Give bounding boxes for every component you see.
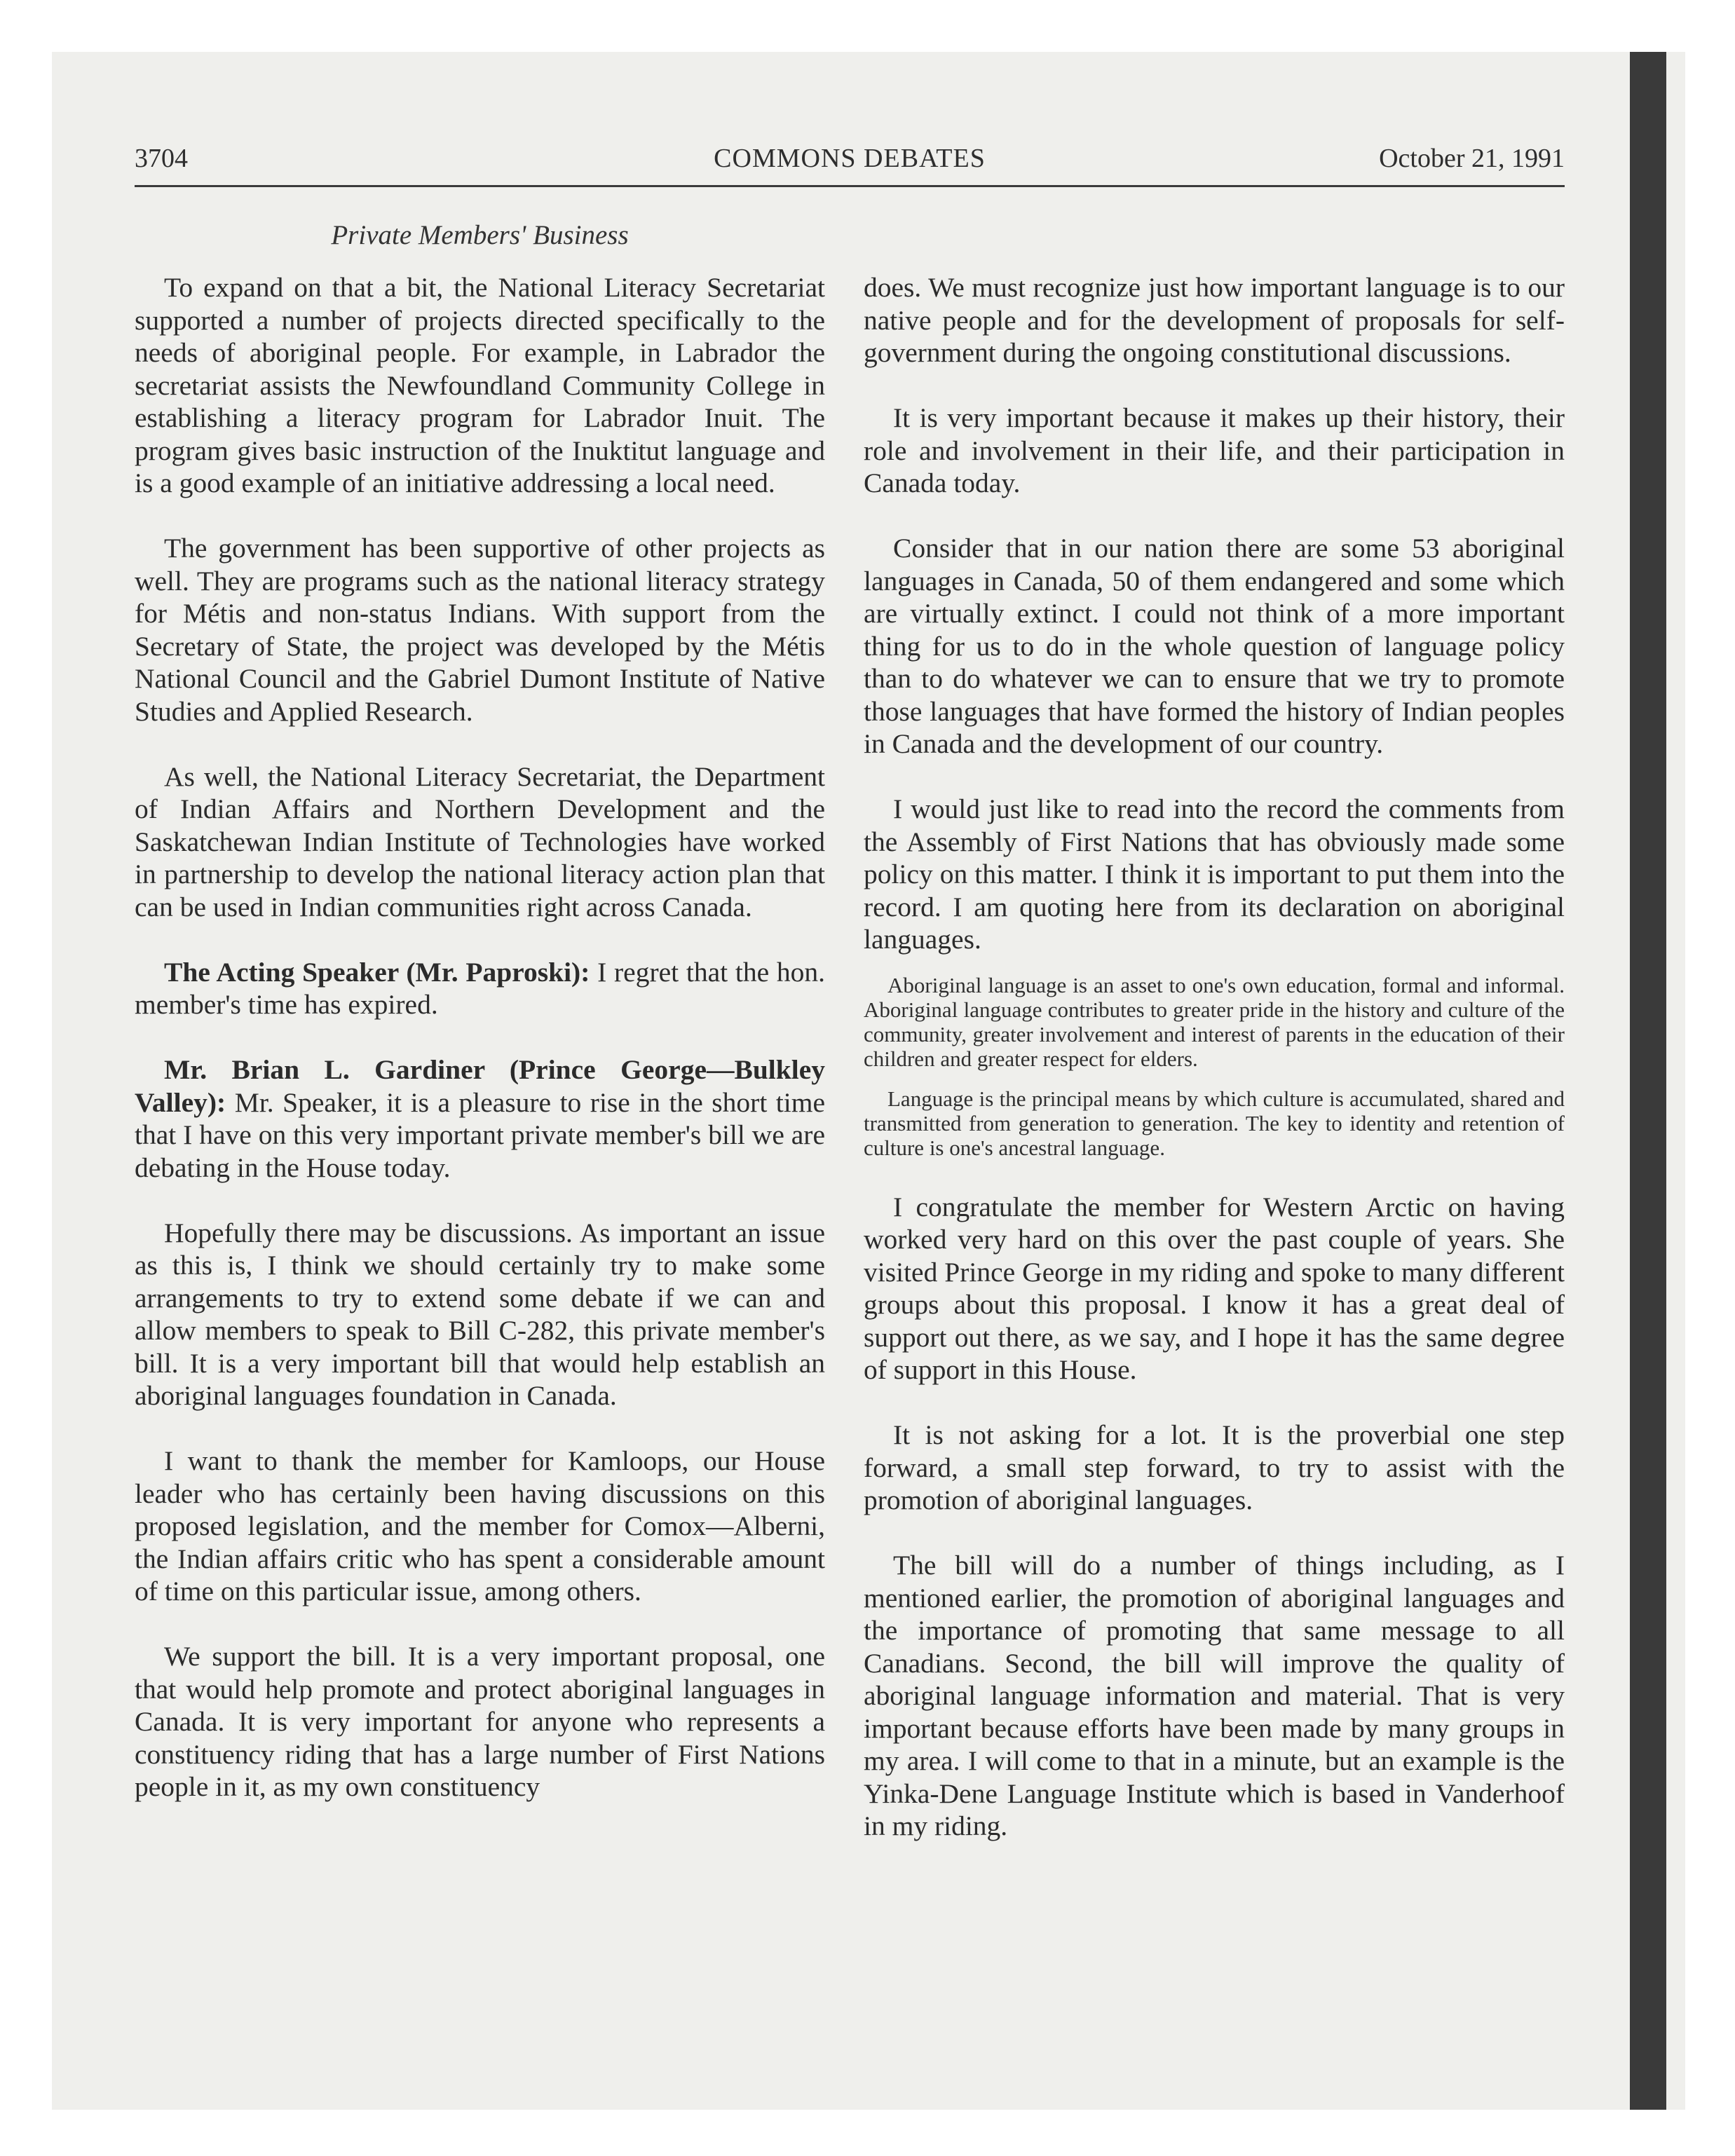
page-number: 3704 (135, 144, 188, 173)
block-quote: Aboriginal language is an asset to one's own education, formal and informal. Aboriginal language contributes to greater pride in the history and culture of the community, greater involvement and interest of parents in the education of their children and greater respect for elders. (864, 972, 1565, 1071)
paragraph: To expand on that a bit, the National Literacy Secretariat supported a number of projects directed specifically to the needs of aboriginal people. For example, in Labrador the secretariat assists the Newfoundland Community College in establishing a literacy program for Labrador Inuit. The program gives basic instruction of the Inuktitut language and is a good example of an initiative addressing a local need. (135, 272, 825, 498)
section-label: Private Members' Business (331, 220, 629, 250)
speaker-text: I regret that the hon. member's time has expired. (135, 956, 825, 1020)
speaker-paragraph (135, 956, 825, 1021)
journal-title: COMMONS DEBATES (714, 144, 986, 173)
block-quote: Language is the principal means by which culture is accumulated, shared and transmitted from generation to generation. The key to identity and retention of culture is one's ancestral language. (864, 1086, 1565, 1160)
paragraph: The government has been supportive of other projects as well. They are programs such as the national literacy strategy for Métis and non-status Indians. With support from the Secretary of State, the project was developed by the Métis National Council and the Gabriel Dumont Institute of Native Studies and Applied Research. (135, 533, 825, 727)
header-rule (135, 185, 1565, 187)
paragraph: We support the bill. It is a very important proposal, one that would help promote and protect aboriginal languages in Canada. It is very important for anyone who represents a constituency riding that has a large number of First Nations people in it, as my own constituency (135, 1641, 825, 1802)
paragraph: I congratulate the member for Western Arctic on having worked very hard on this over the past couple of years. She visited Prince George in my riding and spoke to many different groups about this proposal. I know it has a great deal of support out there, as we say, and I hope it has the same degree of support in this House. (864, 1191, 1565, 1385)
paragraph: Consider that in our nation there are some 53 aboriginal languages in Canada, 50 of them endangered and some which are virtually extinct. I could not think of a more important thing for us to do in the whole question of language policy than to do whatever we can to ensure that we try to promote those languages that have formed the history of Indian peoples in Canada and the development of our country. (864, 533, 1565, 759)
left-column (135, 271, 825, 1836)
continued-paragraph: does. We must recognize just how important language is to our native people and for the development of proposals for self-government during the ongoing constitutional discussions. (864, 272, 1565, 368)
page-header (135, 143, 1565, 185)
paragraph: It is very important because it makes up their history, their role and involvement in their life, and their participation in Canada today. (864, 402, 1565, 498)
speaker-name: Mr. Brian L. Gardiner (Prince George—Bulkley Valley): (135, 1054, 825, 1118)
speaker-text: Mr. Speaker, it is a pleasure to rise in the short time that I have on this very important private member's bill we are debating in the House today. (135, 1086, 825, 1183)
paragraph: I would just like to read into the record the comments from the Assembly of First Nations that has obviously made some policy on this matter. I think it is important to put them into the record. I am quoting here from its declaration on aboriginal languages. (864, 793, 1565, 955)
paragraph: Hopefully there may be discussions. As important an issue as this is, I think we should certainly try to make some arrangements to try to extend some debate if we can and allow members to speak to Bill C-282, this private member's bill. It is a very important bill that would help establish an aboriginal languages foundation in Canada. (135, 1217, 825, 1411)
speaker-name: The Acting Speaker (Mr. Paproski): (164, 956, 590, 988)
paragraph: The bill will do a number of things including, as I mentioned earlier, the promotion of aboriginal languages and the importance of promoting that same message to all Canadians. Second, the bill will improve the quality of aboriginal language information and material. That is very important because efforts have been made by many groups in my area. I will come to that in a minute, but an example is the Yinka-Dene Language Institute which is based in Vanderhoof in my riding. (864, 1550, 1565, 1841)
right-column (864, 271, 1565, 1875)
scan-edge-shadow (1630, 52, 1666, 2110)
speaker-paragraph (135, 1053, 825, 1184)
paragraph: I want to thank the member for Kamloops, our House leader who has certainly been having discussions on this proposed legislation, and the member for Comox—Alberni, the Indian affairs critic who has spent a considerable amount of time on this particular issue, among others. (135, 1445, 825, 1606)
paragraph: It is not asking for a lot. It is the proverbial one step forward, a small step forward, to try to assist with the promotion of aboriginal languages. (864, 1419, 1565, 1515)
publication-date: October 21, 1991 (1379, 144, 1565, 173)
paragraph: As well, the National Literacy Secretariat, the Department of Indian Affairs and Northern Development and the Saskatchewan Indian Institute of Technologies have worked in partnership to develop the national literacy action plan that can be used in Indian communities right across Canada. (135, 760, 825, 922)
